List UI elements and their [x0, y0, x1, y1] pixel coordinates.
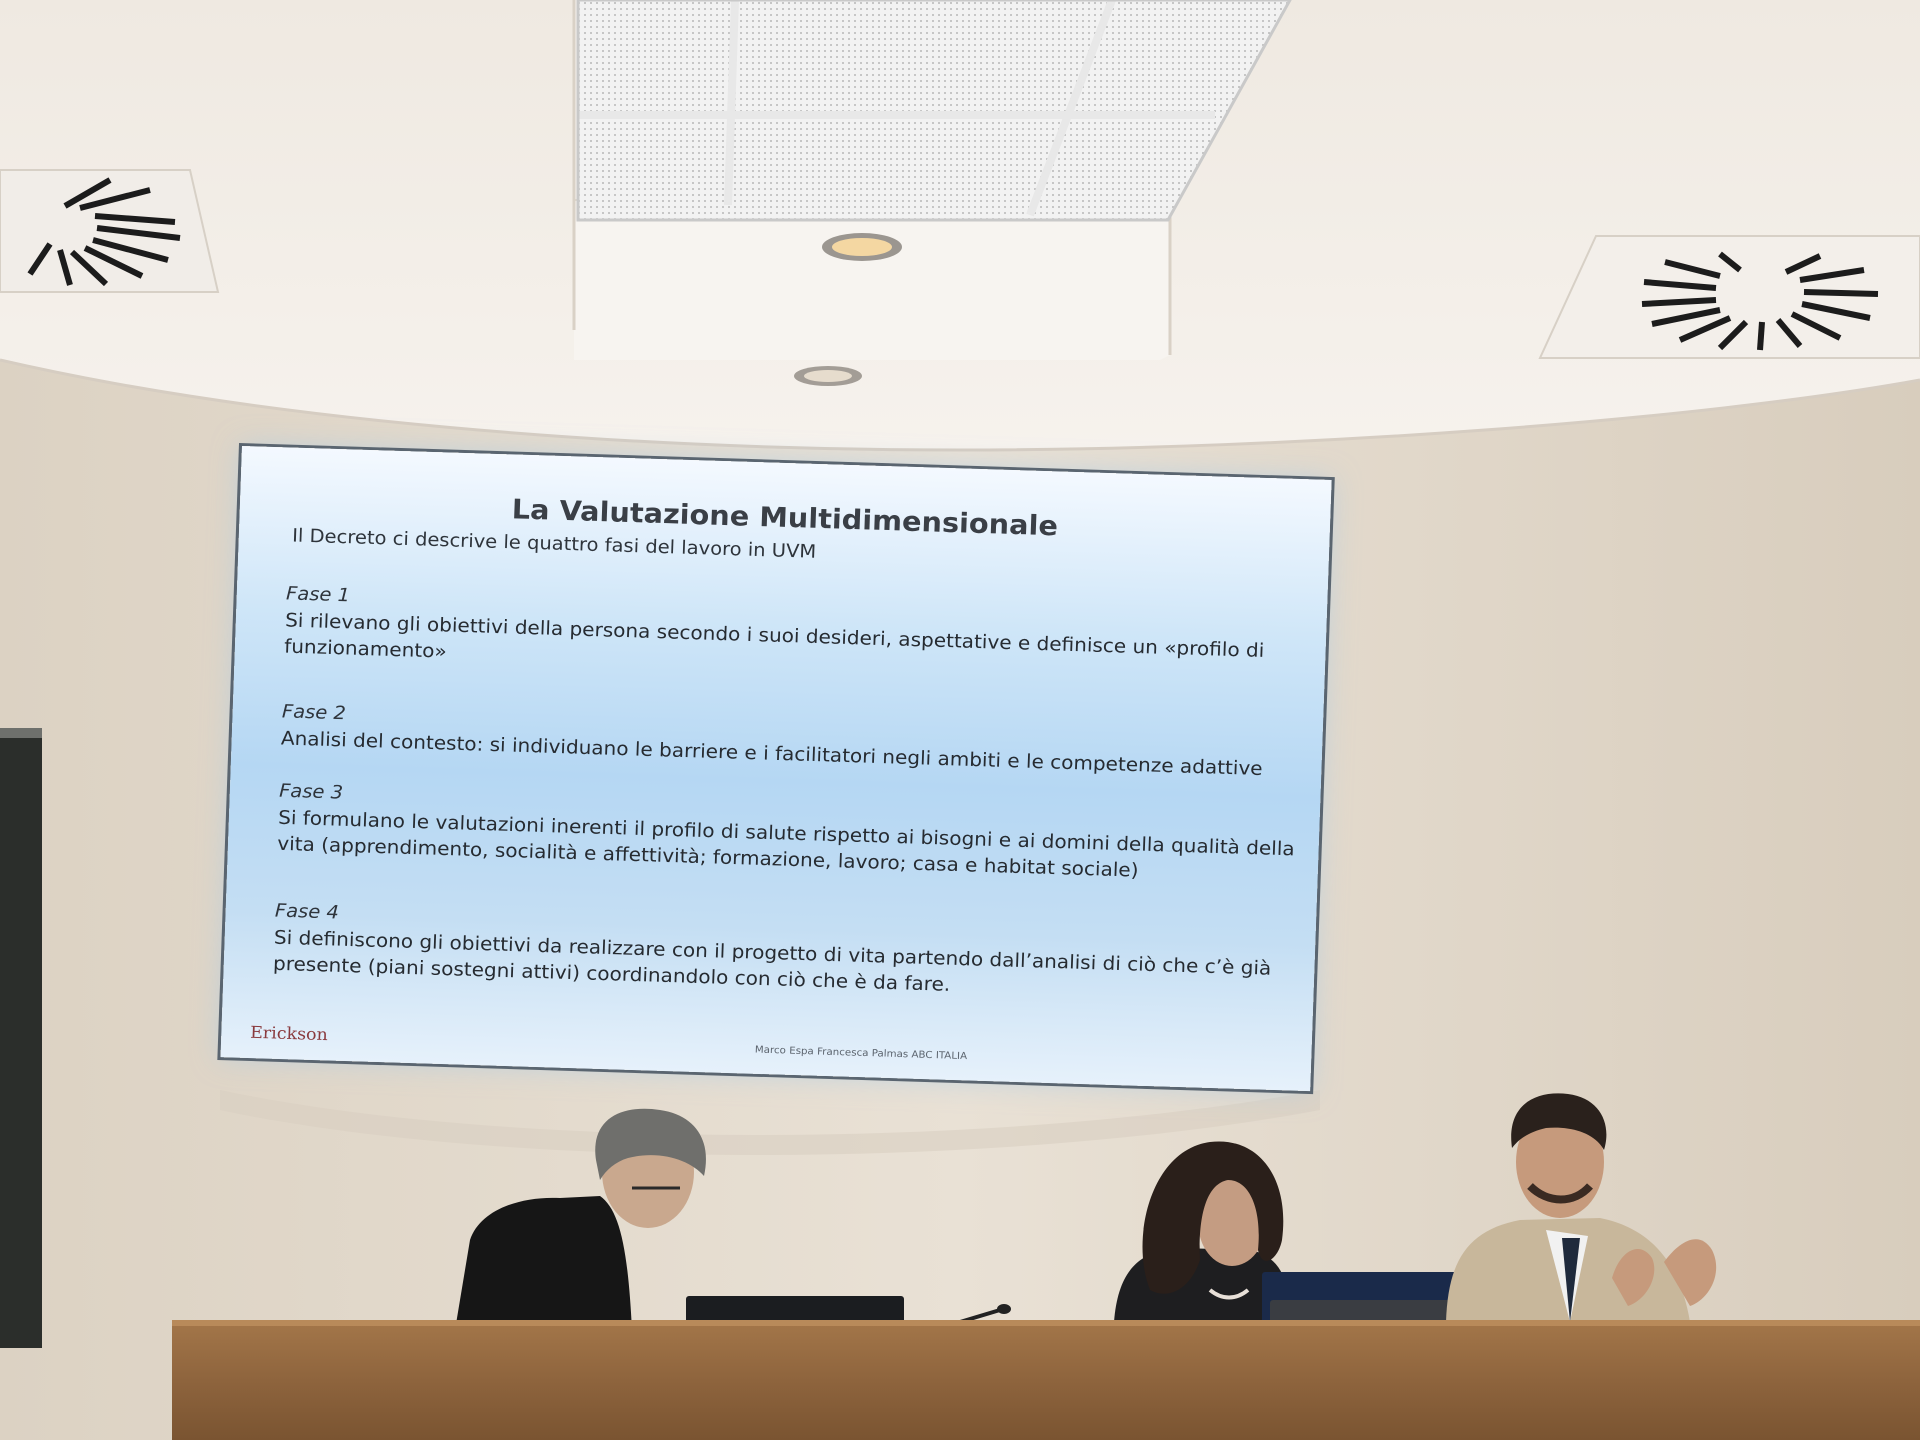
slide-footer: Marco Espa Francesca Palmas ABC ITALIA — [754, 1044, 968, 1063]
phase-3-label: Fase 3 — [278, 780, 344, 804]
phase-2-label: Fase 2 — [281, 700, 347, 725]
phase-3 — [277, 780, 1306, 888]
phase-4-label: Fase 4 — [274, 900, 340, 924]
phase-4-text: Si definiscono gli obiettivi da realizzare con il progetto di vita partendo dall’analisi di ciò che c’è già presente (piani sostegni attivi) coordinandolo con ciò che è da fare. — [272, 926, 1272, 996]
phase-2 — [281, 701, 1309, 783]
phase-2-text: Analisi del contesto: si individuano le barriere e i facilitatori negli ambiti e le competenze adattive — [280, 726, 1263, 780]
erickson-logo: Erickson — [249, 1023, 329, 1045]
phase-3-text: Si formulano le valutazioni inerenti il profilo di salute rispetto ai bisogni e ai domini della qualità della vita (apprendimento, socialità e affettività; formazione, lavoro; casa e habitat sociale) — [276, 806, 1296, 882]
phase-4 — [273, 900, 1302, 1008]
phase-1-label: Fase 1 — [285, 582, 351, 607]
slide-title: La Valutazione Multidimensionale — [511, 493, 1059, 543]
slide-subtitle: Il Decreto ci descrive le quattro fasi del lavoro in UVM — [291, 525, 817, 563]
phase-1-text: Si rilevano gli obiettivi della persona secondo i suoi desideri, aspettative e definisce un «profilo di funzionamento» — [283, 609, 1265, 663]
phase-1 — [284, 583, 1313, 691]
projected-slide — [221, 446, 1332, 1091]
